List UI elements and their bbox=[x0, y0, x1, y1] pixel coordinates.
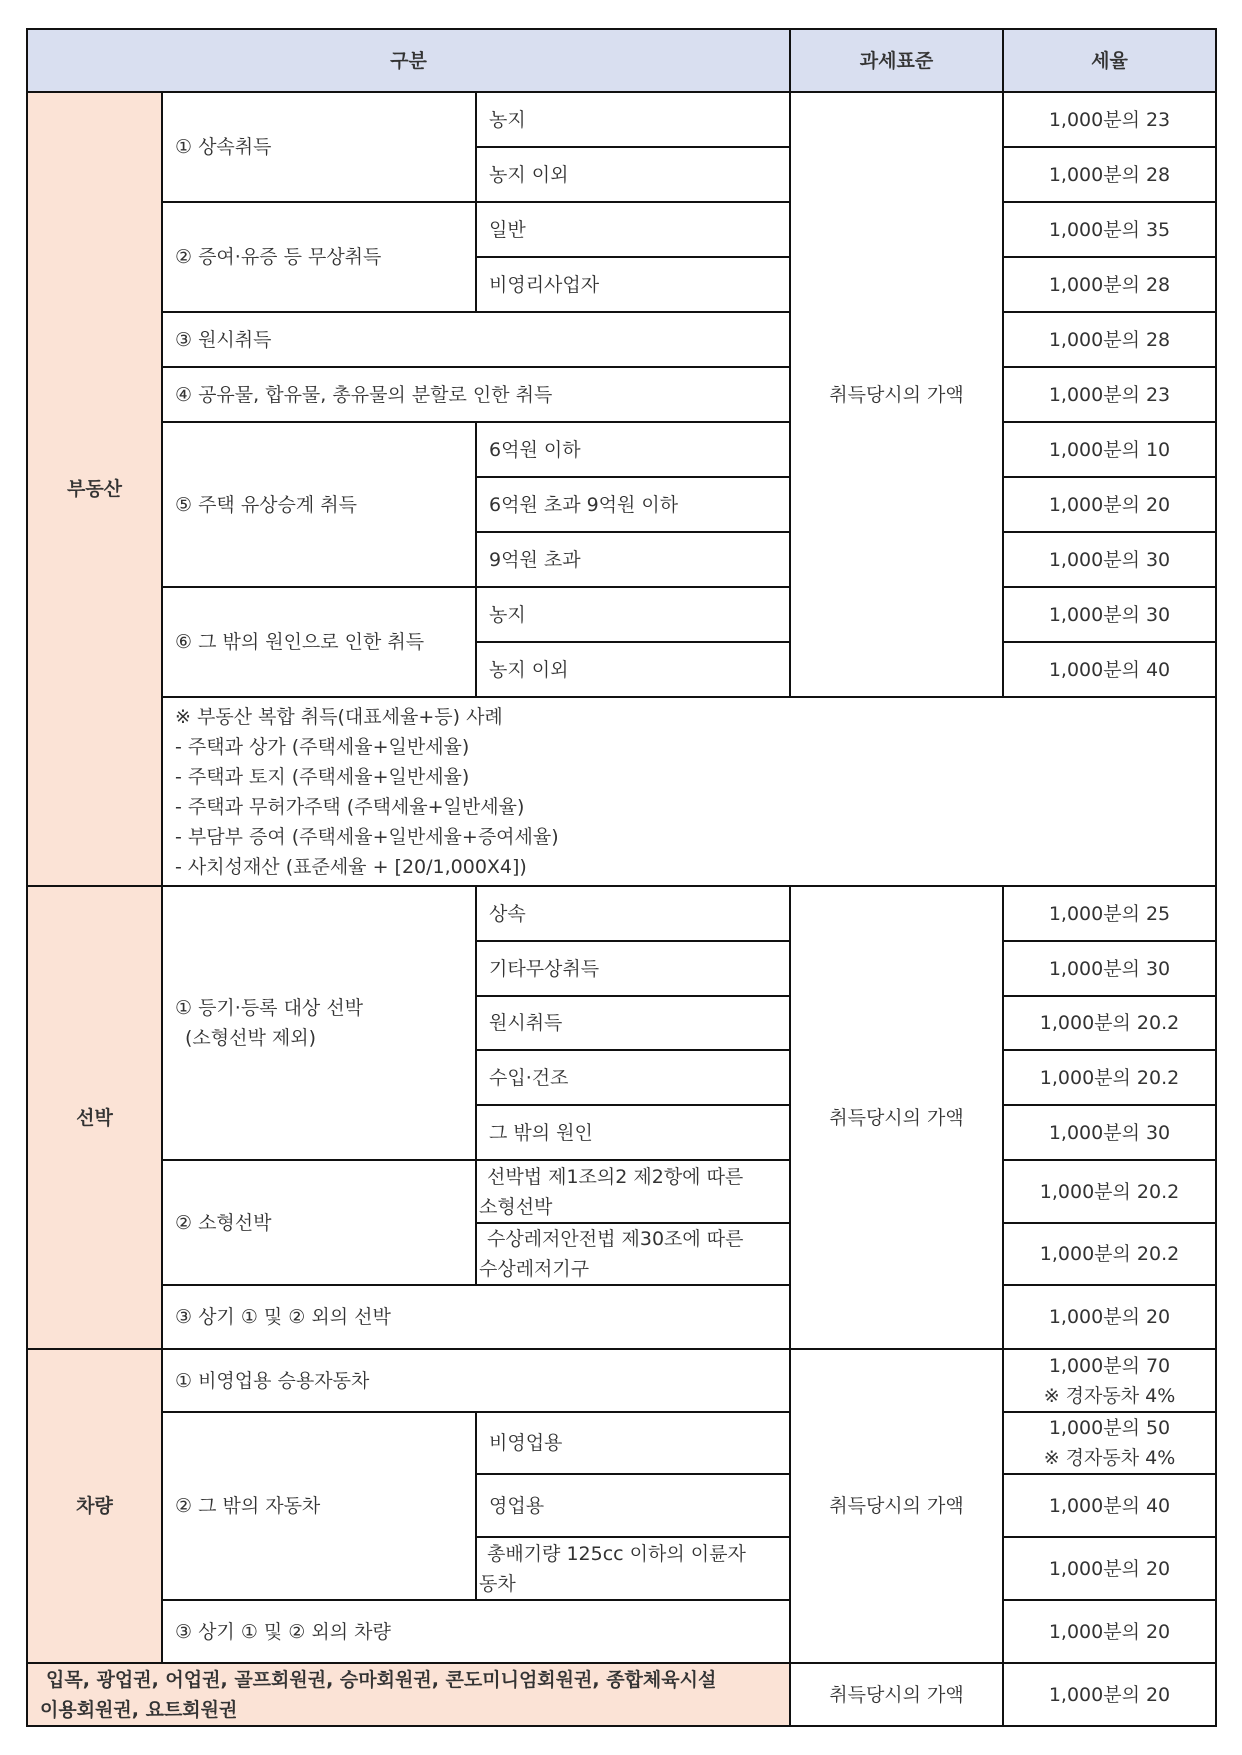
sub-item-label: 농지 bbox=[476, 587, 790, 642]
item-label: ① 비영업용 승용자동차 bbox=[162, 1349, 790, 1412]
item-label: ③ 상기 ① 및 ② 외의 차량 bbox=[162, 1600, 790, 1663]
table-row bbox=[27, 1349, 1216, 1412]
note-line: - 부담부 증여 (주택세율+일반세율+증여세율) bbox=[175, 825, 559, 848]
item-label: ⑤ 주택 유상승계 취득 bbox=[162, 422, 476, 587]
table-row bbox=[27, 367, 1216, 422]
sub-item-label: 농지 이외 bbox=[476, 147, 790, 202]
sub-item-label: 6억원 이하 bbox=[476, 422, 790, 477]
sub-item-label: 기타무상취득 bbox=[476, 941, 790, 996]
rate-line: 1,000분의 70 bbox=[1048, 1354, 1171, 1377]
rate-value: 1,000분의 20.2 bbox=[1003, 1160, 1216, 1223]
rate-note: ※ 경자동차 4% bbox=[1043, 1447, 1176, 1469]
rate-value: 1,000분의 20.2 bbox=[1003, 996, 1216, 1050]
sub-item-label: 원시취득 bbox=[476, 996, 790, 1050]
sub-item-label bbox=[476, 1160, 790, 1223]
sub-item-label: 상속 bbox=[476, 886, 790, 941]
category-misc-rights bbox=[27, 1663, 790, 1726]
item-label: ② 소형선박 bbox=[162, 1160, 476, 1285]
sub-item-label-line: 선박법 제1조의2 제2항에 따른 bbox=[487, 1165, 744, 1188]
rate-value: 1,000분의 35 bbox=[1003, 202, 1216, 257]
rate-value: 1,000분의 28 bbox=[1003, 147, 1216, 202]
sub-item-label-line: 수상레저안전법 제30조에 따른 bbox=[487, 1228, 744, 1250]
sub-item-label: 농지 이외 bbox=[476, 642, 790, 697]
rate-value: 1,000분의 20 bbox=[1003, 1663, 1216, 1726]
category-real-estate: 부동산 bbox=[27, 92, 162, 886]
rate-value: 1,000분의 20 bbox=[1003, 1600, 1216, 1663]
sub-item-label bbox=[476, 1537, 790, 1600]
item-label: ① 상속취득 bbox=[162, 92, 476, 202]
table-row bbox=[27, 422, 1216, 477]
table-row bbox=[27, 312, 1216, 367]
tax-base-misc: 취득당시의 가액 bbox=[790, 1663, 1003, 1726]
table-row bbox=[27, 1412, 1216, 1474]
table-header-row bbox=[27, 29, 1216, 92]
sub-item-label-line: 소형선박 bbox=[479, 1195, 553, 1218]
sub-item-label-line: 동차 bbox=[479, 1572, 516, 1595]
rate-value: 1,000분의 23 bbox=[1003, 367, 1216, 422]
table-row bbox=[27, 1285, 1216, 1349]
rate-value: 1,000분의 30 bbox=[1003, 1105, 1216, 1160]
sub-item-label: 수입·건조 bbox=[476, 1050, 790, 1105]
category-ship: 선박 bbox=[27, 886, 162, 1349]
note-line: - 주택과 무허가주택 (주택세율+일반세율) bbox=[175, 795, 525, 818]
item-label-line: (소형선박 제외) bbox=[185, 1027, 316, 1049]
sub-item-label bbox=[476, 1223, 790, 1285]
rate-value: 1,000분의 20.2 bbox=[1003, 1223, 1216, 1285]
rate-value: 1,000분의 20 bbox=[1003, 477, 1216, 532]
rate-value: 1,000분의 30 bbox=[1003, 941, 1216, 996]
rate-line: 1,000분의 50 bbox=[1048, 1417, 1171, 1439]
rate-value: 1,000분의 10 bbox=[1003, 422, 1216, 477]
tax-base-real-estate: 취득당시의 가액 bbox=[790, 92, 1003, 697]
acquisition-tax-rate-table bbox=[26, 28, 1217, 1727]
rate-value: 1,000분의 20.2 bbox=[1003, 1050, 1216, 1105]
table-row bbox=[27, 697, 1216, 886]
rate-value: 1,000분의 23 bbox=[1003, 92, 1216, 147]
item-label: ③ 상기 ① 및 ② 외의 선박 bbox=[162, 1285, 790, 1349]
table-row bbox=[27, 886, 1216, 941]
rate-value: 1,000분의 40 bbox=[1003, 642, 1216, 697]
misc-label-line: 입목, 광업권, 어업권, 골프회원권, 승마회원권, 콘도미니엄회원권, 종합체육시설 bbox=[46, 1668, 717, 1691]
table-row bbox=[27, 1663, 1216, 1726]
table-row bbox=[27, 1160, 1216, 1223]
sub-item-label: 비영업용 bbox=[476, 1412, 790, 1474]
rate-value: 1,000분의 20 bbox=[1003, 1537, 1216, 1600]
rate-value: 1,000분의 40 bbox=[1003, 1474, 1216, 1537]
sub-item-label-line: 수상레저기구 bbox=[479, 1258, 590, 1280]
item-label: ③ 원시취득 bbox=[162, 312, 790, 367]
rate-value: 1,000분의 28 bbox=[1003, 312, 1216, 367]
table-row bbox=[27, 92, 1216, 147]
rate-value: 1,000분의 30 bbox=[1003, 587, 1216, 642]
sub-item-label: 영업용 bbox=[476, 1474, 790, 1537]
sub-item-label: 농지 bbox=[476, 92, 790, 147]
table-row bbox=[27, 587, 1216, 642]
item-label: ② 그 밖의 자동차 bbox=[162, 1412, 476, 1600]
tax-base-vehicle: 취득당시의 가액 bbox=[790, 1349, 1003, 1663]
rate-value: 1,000분의 25 bbox=[1003, 886, 1216, 941]
rate-value: 1,000분의 28 bbox=[1003, 257, 1216, 312]
table-row bbox=[27, 1600, 1216, 1663]
item-label bbox=[162, 886, 476, 1160]
note-line: - 사치성재산 (표준세율 + [20/1,000X4]) bbox=[175, 855, 527, 878]
header-tax-base: 과세표준 bbox=[790, 29, 1003, 92]
table-row bbox=[27, 202, 1216, 257]
misc-label-line: 이용회원권, 요트회원권 bbox=[40, 1698, 238, 1721]
item-label: ② 증여·유증 등 무상취득 bbox=[162, 202, 476, 312]
rate-value bbox=[1003, 1349, 1216, 1412]
rate-value: 1,000분의 30 bbox=[1003, 532, 1216, 587]
item-label-line: ① 등기·등록 대상 선박 bbox=[175, 997, 364, 1019]
composite-acquisition-note bbox=[162, 697, 1216, 886]
sub-item-label: 6억원 초과 9억원 이하 bbox=[476, 477, 790, 532]
note-line: - 주택과 상가 (주택세율+일반세율) bbox=[175, 735, 470, 758]
header-category: 구분 bbox=[27, 29, 790, 92]
sub-item-label: 그 밖의 원인 bbox=[476, 1105, 790, 1160]
header-tax-rate: 세율 bbox=[1003, 29, 1216, 92]
sub-item-label: 9억원 초과 bbox=[476, 532, 790, 587]
note-title: ※ 부동산 복합 취득(대표세율+등) 사례 bbox=[175, 705, 503, 728]
sub-item-label-line: 총배기량 125cc 이하의 이륜자 bbox=[487, 1542, 746, 1565]
note-line: - 주택과 토지 (주택세율+일반세율) bbox=[175, 765, 470, 788]
item-label: ④ 공유물, 합유물, 총유물의 분할로 인한 취득 bbox=[162, 367, 790, 422]
rate-note: ※ 경자동차 4% bbox=[1043, 1384, 1176, 1407]
rate-value bbox=[1003, 1412, 1216, 1474]
rate-value: 1,000분의 20 bbox=[1003, 1285, 1216, 1349]
sub-item-label: 비영리사업자 bbox=[476, 257, 790, 312]
category-vehicle: 차량 bbox=[27, 1349, 162, 1663]
tax-base-ship: 취득당시의 가액 bbox=[790, 886, 1003, 1349]
sub-item-label: 일반 bbox=[476, 202, 790, 257]
item-label: ⑥ 그 밖의 원인으로 인한 취득 bbox=[162, 587, 476, 697]
